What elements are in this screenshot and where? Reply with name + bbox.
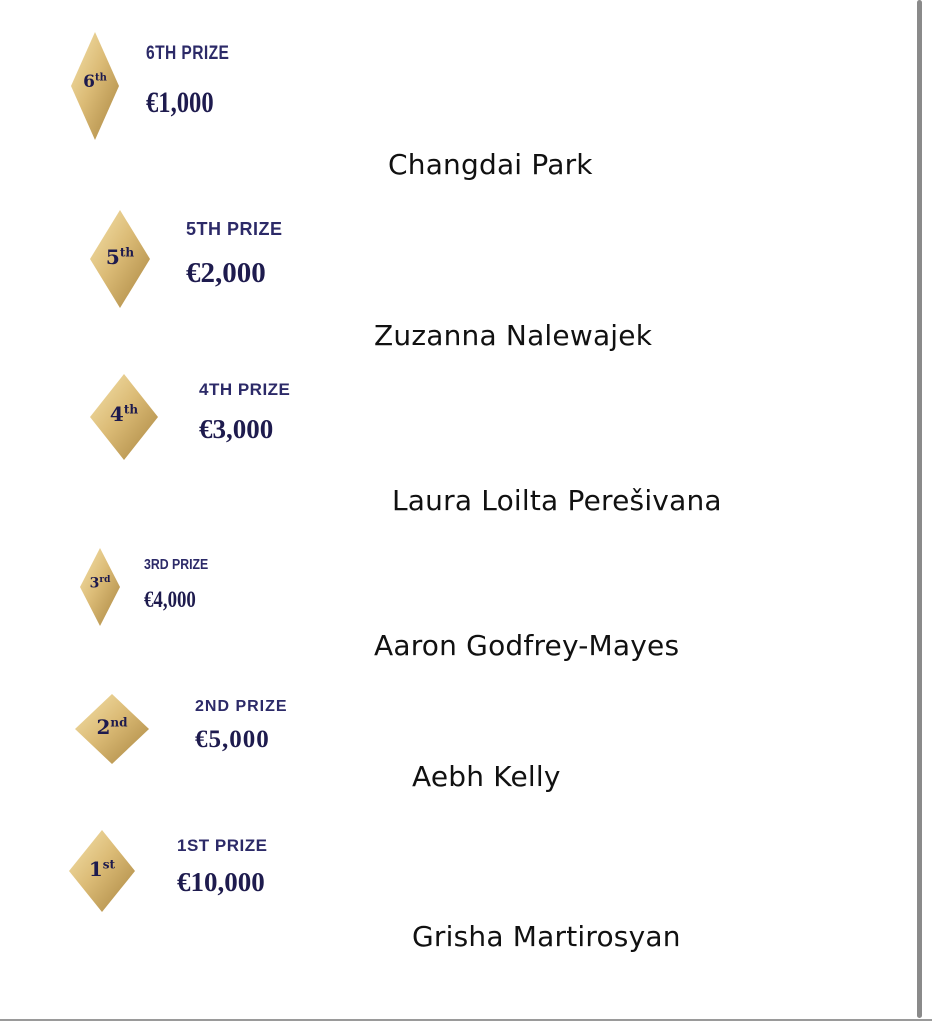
prize-label: 5TH PRIZE <box>186 219 283 239</box>
ordinal-badge-text: 5th <box>105 245 135 269</box>
ordinal-badge-text: 4th <box>109 402 139 426</box>
bottom-divider <box>0 1019 932 1021</box>
ordinal-badge-text: 1st <box>88 857 116 881</box>
winner-name: Zuzanna Nalewajek <box>374 319 653 352</box>
prize-label: 6TH PRIZE <box>146 43 230 64</box>
vertical-scrollbar[interactable] <box>917 0 922 1018</box>
diamond-badge-icon <box>71 32 119 140</box>
winner-name: Changdai Park <box>388 148 593 181</box>
prize-label: 2ND PRIZE <box>195 698 288 715</box>
diamond-badge-icon <box>90 210 150 308</box>
prize-label: 3RD PRIZE <box>144 556 209 573</box>
ordinal-badge-text: 2nd <box>96 715 128 739</box>
prize-amount: €5,000 <box>195 726 270 753</box>
ordinal-badge-text: 3rd <box>89 575 111 592</box>
diamond-badge-icon <box>75 694 149 764</box>
ordinal-badge-text: 6th <box>83 72 107 92</box>
winner-name: Aebh Kelly <box>412 760 561 793</box>
winner-name: Grisha Martirosyan <box>412 920 681 953</box>
diamond-badge-icon <box>90 374 158 460</box>
prize-amount: €1,000 <box>146 86 214 119</box>
winner-name: Aaron Godfrey-Mayes <box>374 629 680 662</box>
winner-name: Laura Loilta Perešivana <box>392 484 722 517</box>
prize-amount: €3,000 <box>199 414 274 444</box>
prize-amount: €10,000 <box>177 867 265 897</box>
diamond-badge-icon <box>69 830 135 912</box>
diamond-badge-icon <box>80 548 120 626</box>
prize-amount: €4,000 <box>144 587 196 612</box>
prize-label: 1ST PRIZE <box>177 836 268 855</box>
prize-amount: €2,000 <box>186 257 266 289</box>
prize-label: 4TH PRIZE <box>199 380 291 399</box>
